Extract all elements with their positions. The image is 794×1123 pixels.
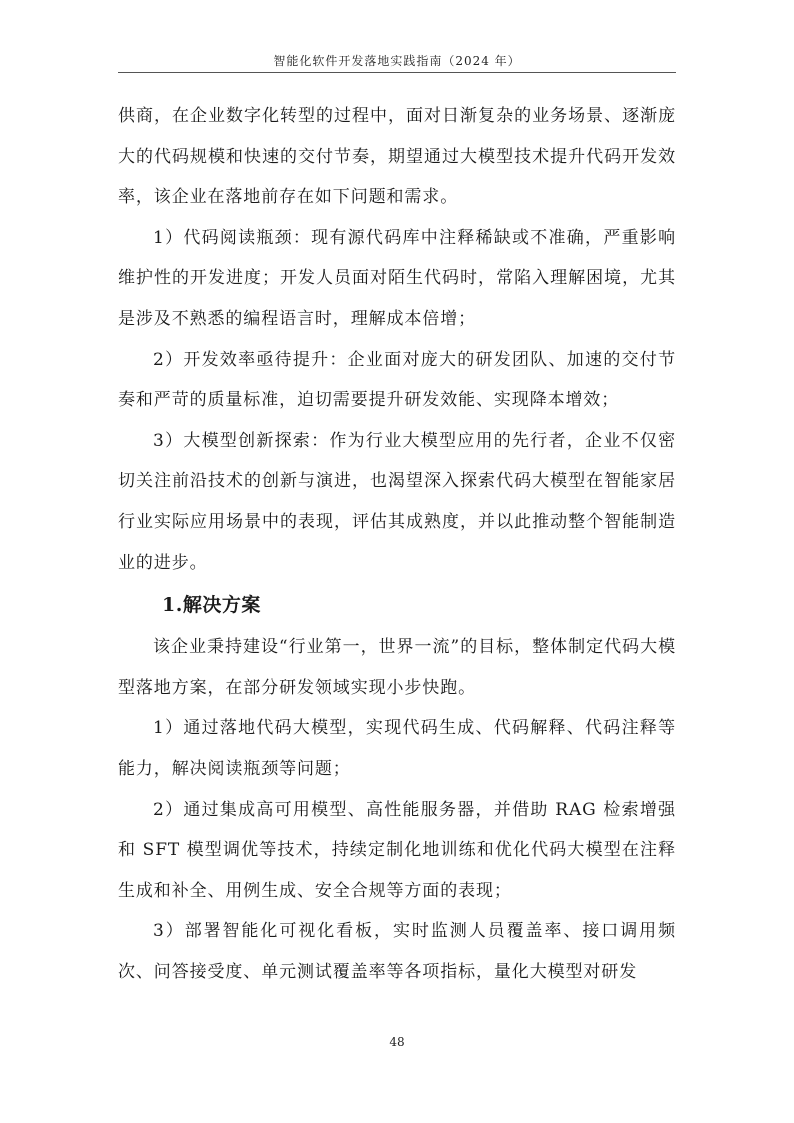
paragraph-issue-3: 3）大模型创新探索：作为行业大模型应用的先行者，企业不仅密切关注前沿技术的创新与演进，也渴望深入探索代码大模型在智能家居行业实际应用场景中的表现，评估其成熟度，并以此推动整个智能制造业的进步。 [118,430,676,573]
paragraph-solution-intro: 该企业秉持建设“行业第一，世界一流”的目标，整体制定代码大模型落地方案，在部分研发领域实现小步快跑。 [118,637,676,698]
section-heading: 1.解决方案 [162,594,261,617]
page-number: 48 [389,1035,405,1049]
paragraph-intro: 供商，在企业数字化转型的过程中，面对日渐复杂的业务场景、逐渐庞大的代码规模和快速的交付节奏，期望通过大模型技术提升代码开发效率，该企业在落地前存在如下问题和需求。 [118,106,676,208]
header-divider [118,72,676,73]
paragraph-issue-1: 1）代码阅读瓶颈：现有源代码库中注释稀缺或不准确，严重影响维护性的开发进度；开发人员面对陌生代码时，常陷入理解困境，尤其是涉及不熟悉的编程语言时，理解成本倍增； [118,227,676,329]
paragraph-solution-3: 3）部署智能化可视化看板，实时监测人员覆盖率、接口调用频次、问答接受度、单元测试覆盖率等各项指标，量化大模型对研发 [118,921,676,982]
paragraph-issue-2: 2）开发效率亟待提升：企业面对庞大的研发团队、加速的交付节奏和严苛的质量标准，迫切需要提升研发效能、实现降本增效； [118,349,676,411]
page-body [118,96,676,992]
running-header: 智能化软件开发落地实践指南（2024 年） [273,54,521,68]
paragraph-solution-1: 1）通过落地代码大模型，实现代码生成、代码解释、代码注释等能力，解决阅读瓶颈等问题； [118,718,676,779]
paragraph-solution-2: 2）通过集成高可用模型、高性能服务器，并借助 RAG 检索增强和 SFT 模型调优等技术，持续定制化地训练和优化代码大模型在注释生成和补全、用例生成、安全合规等方面的表现； [118,799,676,901]
